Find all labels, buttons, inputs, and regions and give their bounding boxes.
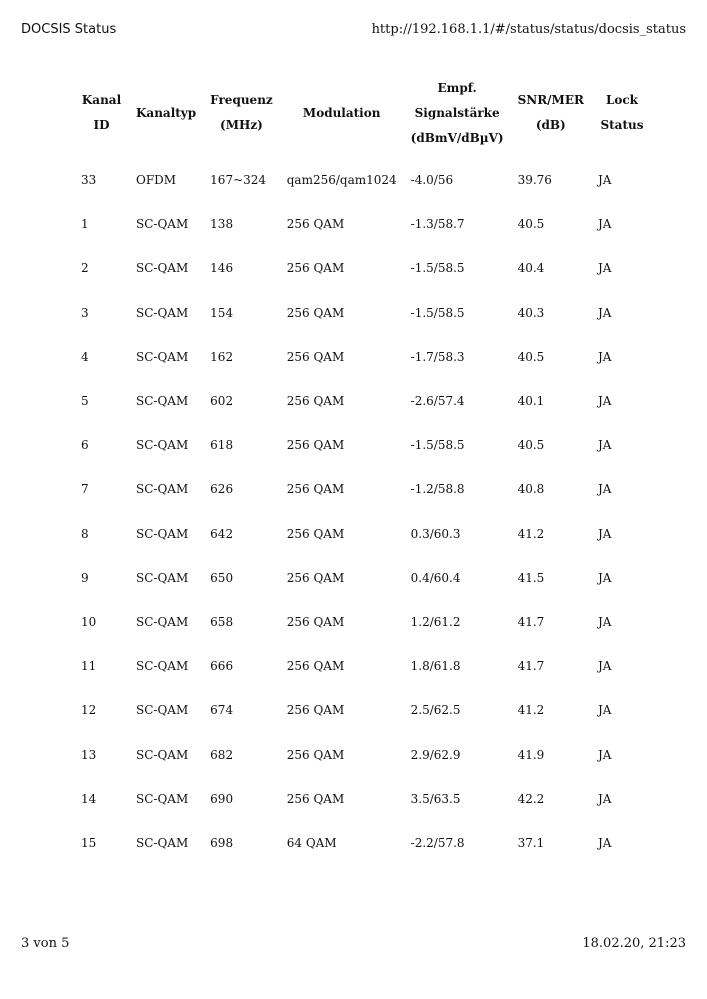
page-title: DOCSIS Status xyxy=(21,22,117,37)
cell-kanaltyp: SC-QAM xyxy=(136,835,189,850)
docsis-channel-table xyxy=(73,68,652,865)
table-row xyxy=(73,732,652,776)
cell-modulation: 64 QAM xyxy=(286,835,337,850)
cell-kanaltyp: SC-QAM xyxy=(136,261,189,276)
cell-frequenz: 698 xyxy=(210,835,234,850)
cell-kanaltyp: OFDM xyxy=(136,173,177,188)
cell-frequenz: 666 xyxy=(210,659,234,674)
cell-modulation: 256 QAM xyxy=(286,482,345,497)
cell-signalstaerke: 1.2/61.2 xyxy=(410,614,461,629)
cell-frequenz: 154 xyxy=(210,305,234,320)
table-row xyxy=(73,467,652,511)
cell-signalstaerke: 2.5/62.5 xyxy=(410,703,461,718)
cell-frequenz: 162 xyxy=(210,349,234,364)
cell-signalstaerke: -4.0/56 xyxy=(410,173,454,188)
cell-lock-status: JA xyxy=(597,217,612,232)
cell-frequenz: 167~324 xyxy=(210,173,267,188)
table-row xyxy=(73,202,652,246)
cell-kanaltyp: SC-QAM xyxy=(136,217,189,232)
cell-frequenz: 626 xyxy=(210,482,234,497)
cell-kanaltyp: SC-QAM xyxy=(136,703,189,718)
cell-modulation: 256 QAM xyxy=(286,703,345,718)
cell-kanal-id: 15 xyxy=(81,835,97,850)
cell-lock-status: JA xyxy=(597,261,612,276)
cell-kanal-id: 12 xyxy=(81,703,97,718)
cell-kanal-id: 8 xyxy=(81,526,89,541)
cell-lock-status: JA xyxy=(597,394,612,409)
cell-modulation: 256 QAM xyxy=(286,747,345,762)
cell-kanal-id: 7 xyxy=(81,482,89,497)
page-url: http://192.168.1.1/#/status/status/docsis_status xyxy=(371,22,686,37)
cell-lock-status: JA xyxy=(597,438,612,453)
cell-lock-status: JA xyxy=(597,570,612,585)
table-row xyxy=(73,512,652,556)
table-row xyxy=(73,644,652,688)
cell-frequenz: 674 xyxy=(210,703,234,718)
cell-snr-mer: 41.7 xyxy=(517,614,545,629)
table-row xyxy=(73,291,652,335)
cell-snr-mer: 40.5 xyxy=(517,438,545,453)
cell-kanaltyp: SC-QAM xyxy=(136,349,189,364)
cell-kanal-id: 4 xyxy=(81,349,89,364)
header-kanal-id: Kanal ID xyxy=(81,93,122,132)
cell-modulation: 256 QAM xyxy=(286,614,345,629)
table-row xyxy=(73,600,652,644)
cell-modulation: 256 QAM xyxy=(286,570,345,585)
cell-frequenz: 602 xyxy=(210,394,234,409)
cell-kanaltyp: SC-QAM xyxy=(136,659,189,674)
table-row xyxy=(73,246,652,290)
cell-kanal-id: 2 xyxy=(81,261,89,276)
cell-kanal-id: 6 xyxy=(81,438,89,453)
cell-snr-mer: 40.4 xyxy=(517,261,545,276)
cell-modulation: 256 QAM xyxy=(286,791,345,806)
cell-lock-status: JA xyxy=(597,526,612,541)
cell-signalstaerke: -2.2/57.8 xyxy=(410,835,465,850)
cell-modulation: 256 QAM xyxy=(286,526,345,541)
cell-kanal-id: 9 xyxy=(81,570,89,585)
cell-kanaltyp: SC-QAM xyxy=(136,438,189,453)
cell-modulation: 256 QAM xyxy=(286,261,345,276)
cell-signalstaerke: 2.9/62.9 xyxy=(410,747,461,762)
cell-modulation: 256 QAM xyxy=(286,349,345,364)
cell-lock-status: JA xyxy=(597,349,612,364)
page-number: 3 von 5 xyxy=(21,936,70,951)
table-row xyxy=(73,379,652,423)
cell-signalstaerke: -1.7/58.3 xyxy=(410,349,465,364)
cell-kanal-id: 1 xyxy=(81,217,89,232)
cell-kanal-id: 5 xyxy=(81,394,89,409)
cell-kanaltyp: SC-QAM xyxy=(136,570,189,585)
cell-modulation: 256 QAM xyxy=(286,394,345,409)
cell-snr-mer: 40.5 xyxy=(517,217,545,232)
cell-snr-mer: 40.3 xyxy=(517,305,545,320)
print-timestamp: 18.02.20, 21:23 xyxy=(582,936,686,951)
cell-snr-mer: 40.5 xyxy=(517,349,545,364)
header-signalstaerke: Empf. Signalstärke (dBmV/dBµV) xyxy=(410,80,504,145)
cell-signalstaerke: 1.8/61.8 xyxy=(410,659,461,674)
cell-signalstaerke: -1.5/58.5 xyxy=(410,261,465,276)
cell-kanaltyp: SC-QAM xyxy=(136,614,189,629)
cell-kanaltyp: SC-QAM xyxy=(136,482,189,497)
table-body xyxy=(73,158,652,865)
cell-snr-mer: 37.1 xyxy=(517,835,545,850)
cell-modulation: 256 QAM xyxy=(286,659,345,674)
cell-snr-mer: 41.9 xyxy=(517,747,545,762)
cell-snr-mer: 41.7 xyxy=(517,659,545,674)
cell-lock-status: JA xyxy=(597,835,612,850)
cell-frequenz: 682 xyxy=(210,747,234,762)
cell-lock-status: JA xyxy=(597,305,612,320)
cell-frequenz: 146 xyxy=(210,261,234,276)
cell-lock-status: JA xyxy=(597,482,612,497)
header-kanaltyp: Kanaltyp xyxy=(136,105,197,120)
cell-snr-mer: 42.2 xyxy=(517,791,545,806)
header-snr-mer: SNR/MER (dB) xyxy=(517,93,584,132)
cell-snr-mer: 40.8 xyxy=(517,482,545,497)
cell-signalstaerke: -1.2/58.8 xyxy=(410,482,465,497)
cell-frequenz: 658 xyxy=(210,614,234,629)
cell-frequenz: 138 xyxy=(210,217,234,232)
table-row xyxy=(73,688,652,732)
cell-signalstaerke: -1.5/58.5 xyxy=(410,438,465,453)
cell-kanaltyp: SC-QAM xyxy=(136,394,189,409)
cell-frequenz: 618 xyxy=(210,438,234,453)
table-row xyxy=(73,821,652,865)
cell-lock-status: JA xyxy=(597,791,612,806)
cell-kanal-id: 13 xyxy=(81,747,97,762)
cell-kanaltyp: SC-QAM xyxy=(136,305,189,320)
cell-signalstaerke: 3.5/63.5 xyxy=(410,791,461,806)
cell-snr-mer: 41.2 xyxy=(517,703,545,718)
cell-signalstaerke: -2.6/57.4 xyxy=(410,394,465,409)
table-row xyxy=(73,423,652,467)
cell-signalstaerke: 0.4/60.4 xyxy=(410,570,461,585)
cell-signalstaerke: -1.3/58.7 xyxy=(410,217,465,232)
cell-snr-mer: 41.2 xyxy=(517,526,545,541)
cell-snr-mer: 39.76 xyxy=(517,173,552,188)
cell-kanal-id: 33 xyxy=(81,173,97,188)
cell-snr-mer: 40.1 xyxy=(517,394,545,409)
header-modulation: Modulation xyxy=(302,105,381,120)
cell-modulation: 256 QAM xyxy=(286,305,345,320)
header-lock-status: Lock Status xyxy=(600,93,644,132)
cell-kanal-id: 11 xyxy=(81,659,97,674)
cell-modulation: 256 QAM xyxy=(286,217,345,232)
cell-lock-status: JA xyxy=(597,703,612,718)
cell-frequenz: 642 xyxy=(210,526,234,541)
cell-kanal-id: 14 xyxy=(81,791,97,806)
table-row xyxy=(73,158,652,202)
cell-kanal-id: 3 xyxy=(81,305,89,320)
cell-kanal-id: 10 xyxy=(81,614,97,629)
cell-lock-status: JA xyxy=(597,747,612,762)
cell-lock-status: JA xyxy=(597,614,612,629)
table-row xyxy=(73,335,652,379)
cell-signalstaerke: -1.5/58.5 xyxy=(410,305,465,320)
cell-frequenz: 650 xyxy=(210,570,234,585)
cell-signalstaerke: 0.3/60.3 xyxy=(410,526,461,541)
table-header-row xyxy=(73,68,652,158)
table-row xyxy=(73,777,652,821)
cell-kanaltyp: SC-QAM xyxy=(136,791,189,806)
cell-frequenz: 690 xyxy=(210,791,234,806)
cell-lock-status: JA xyxy=(597,173,612,188)
cell-kanaltyp: SC-QAM xyxy=(136,747,189,762)
cell-lock-status: JA xyxy=(597,659,612,674)
table-row xyxy=(73,556,652,600)
cell-snr-mer: 41.5 xyxy=(517,570,545,585)
cell-kanaltyp: SC-QAM xyxy=(136,526,189,541)
cell-modulation: 256 QAM xyxy=(286,438,345,453)
header-frequenz: Frequenz (MHz) xyxy=(210,93,273,132)
cell-modulation: qam256/qam1024 xyxy=(286,173,397,188)
